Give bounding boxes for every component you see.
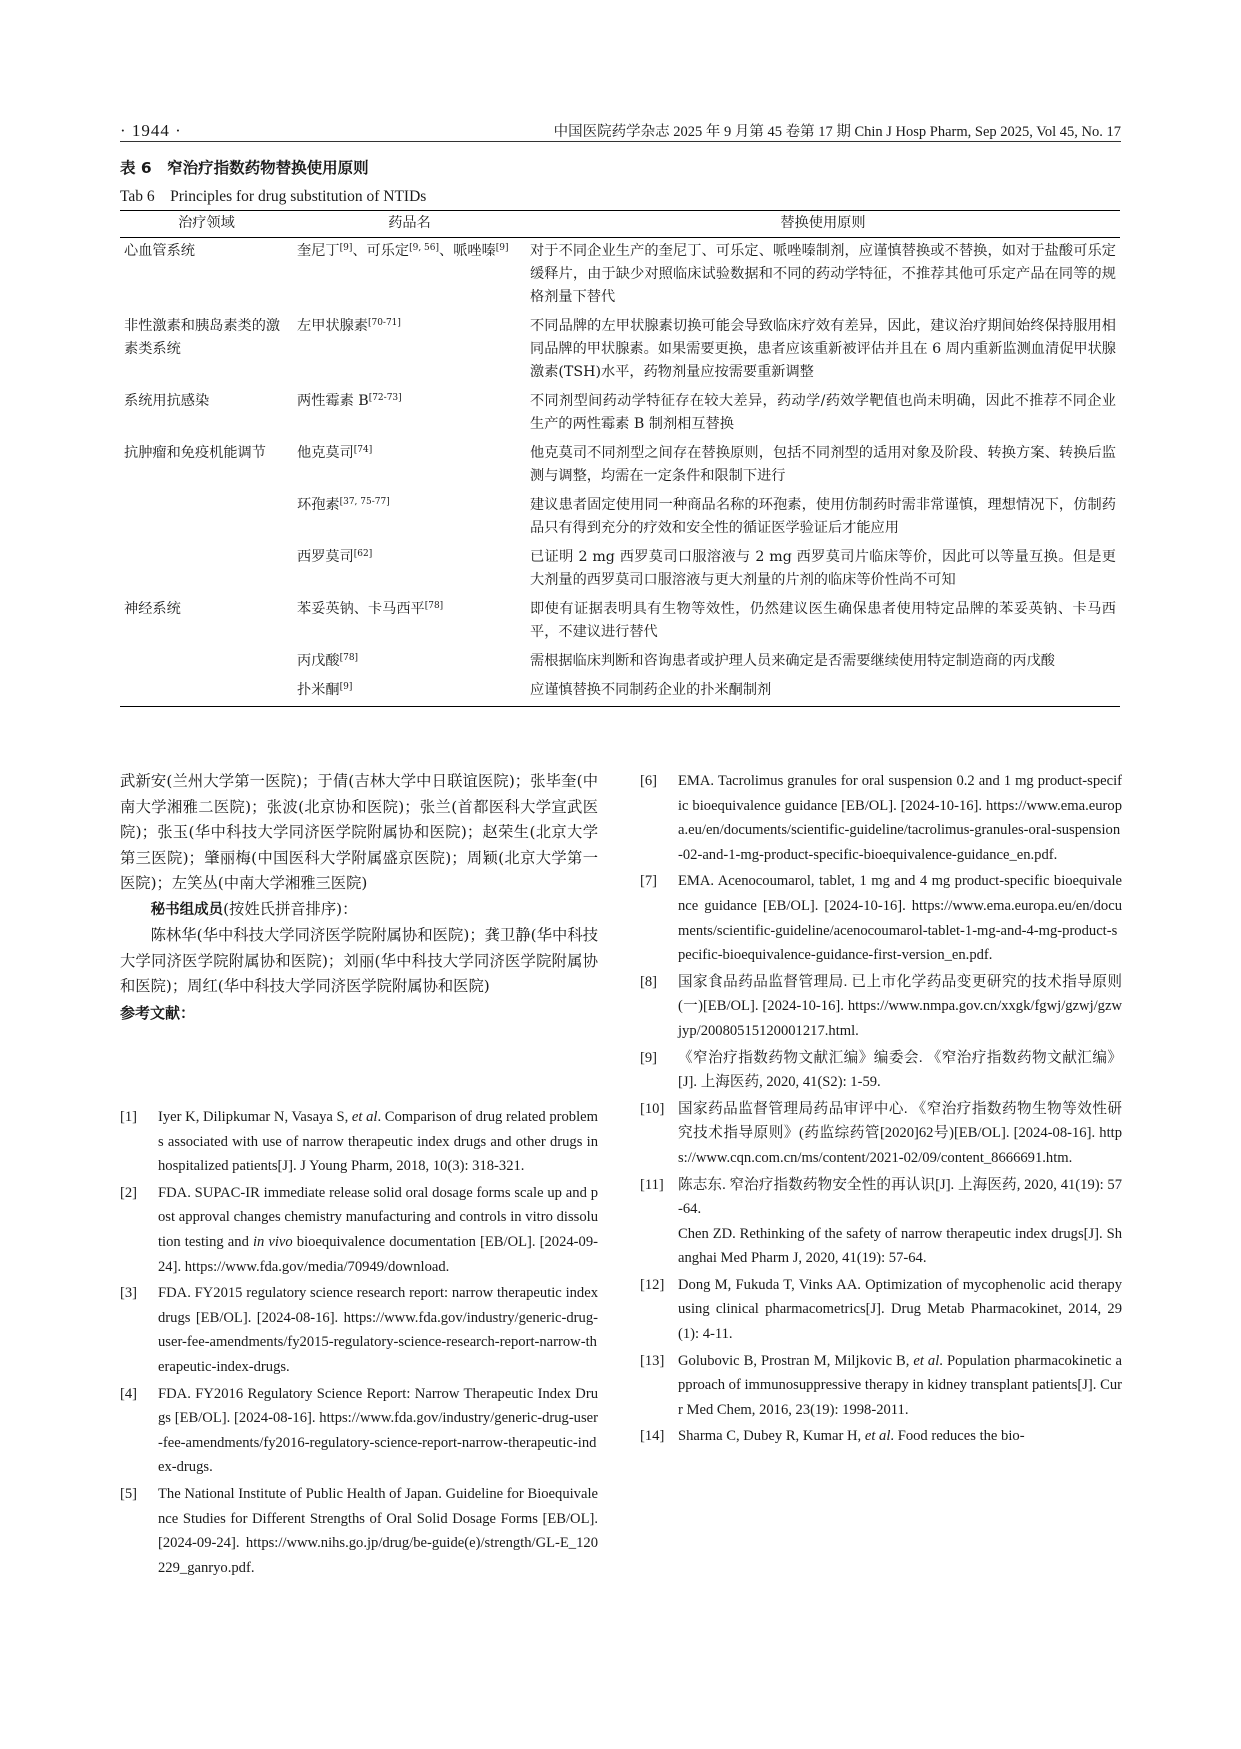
secretary-heading-line bbox=[120, 897, 598, 924]
drug-ref: [37, 75-77] bbox=[339, 497, 390, 507]
cell-area bbox=[120, 544, 293, 596]
drug-ref: [9, 56] bbox=[409, 243, 440, 253]
reference-number: [14] bbox=[640, 1428, 665, 1445]
committee-members-continued: 武新安(兰州大学第一医院)；于倩(吉林大学中日联谊医院)；张毕奎(中南大学湘雅二医院)；张波(北京协和医院)；张兰(首都医科大学宣武医院)；张玉(华中科技大学同济医学院附属协和医院)；赵荣生(北京大学第三医院)；肇丽梅(中国医科大学附属盛京医院)；周颖(北京大学第一医院)；左笑丛(中南大学湘雅三医院) bbox=[120, 772, 598, 892]
table-row bbox=[120, 544, 1120, 596]
reference-number: [2] bbox=[120, 1184, 138, 1201]
reference-item bbox=[640, 970, 1122, 1044]
reference-item bbox=[640, 1097, 1122, 1171]
table-row bbox=[120, 440, 1120, 492]
cell-rule: 不同品牌的左甲状腺素切换可能会导致临床疗效有差异，因此，建议治疗期间始终保持服用相同品牌的甲状腺素。如果需要更换，患者应该重新被评估并且在 6 周内重新监测血清促甲状腺激素(TSH)水平，药物剂量应按需要重新调整 bbox=[530, 318, 1116, 380]
reference-item bbox=[640, 1349, 1122, 1423]
references-right bbox=[640, 769, 1122, 1451]
reference-text: FDA. FY2015 regulatory science research report: narrow therapeutic index drugs [EB/OL]. [2024-08-16]. https://www.fda.gov/industry/generic-drug-user-fee-amendments/fy2015-regulatory-science-research-report-narrow-therapeutic-index-drugs. bbox=[158, 1285, 598, 1375]
reference-item bbox=[640, 869, 1122, 967]
reference-text: Iyer K, Dilipkumar N, Vasaya S, et al. Comparison of drug related problems associated with use of narrow therapeutic index drugs and other drugs in hospitalized patients[J]. J Young Pharm, 2018, 10(3): 318-321. bbox=[158, 1109, 598, 1175]
cell-drug bbox=[293, 440, 526, 492]
substitution-table bbox=[120, 210, 1120, 707]
drug-name: 两性霉素 B bbox=[297, 393, 369, 409]
cell-rule: 建议患者固定使用同一种商品名称的环孢素，使用仿制药时需非常谨慎，理想情况下，仿制药品只有得到充分的疗效和安全性的循证医学验证后才能应用 bbox=[530, 497, 1116, 536]
drug-name: 、可乐定 bbox=[352, 243, 410, 259]
drug-name: 环孢素 bbox=[297, 497, 340, 513]
reference-number: [4] bbox=[120, 1385, 138, 1402]
drug-name: 扑米酮 bbox=[297, 682, 340, 698]
reference-item bbox=[120, 1181, 598, 1279]
page-number: · 1944 · bbox=[120, 121, 182, 140]
reference-item bbox=[120, 1382, 598, 1480]
cell-drug bbox=[293, 544, 526, 596]
header-area: 治疗领域 bbox=[120, 211, 293, 238]
drug-ref: [72-73] bbox=[368, 393, 402, 403]
drug-name: 他克莫司 bbox=[297, 445, 354, 461]
reference-number: [10] bbox=[640, 1100, 665, 1117]
drug-ref: [9] bbox=[339, 243, 353, 253]
header-rule: 替换使用原则 bbox=[526, 211, 1120, 238]
drug-name: 、哌唑嗪 bbox=[439, 243, 496, 259]
cell-area: 非性激素和胰岛素类的激素类系统 bbox=[124, 318, 281, 357]
reference-item bbox=[640, 1273, 1122, 1347]
reference-item bbox=[640, 1173, 1122, 1271]
drug-ref: [74] bbox=[353, 445, 373, 455]
reference-text: Dong M, Fukuda T, Vinks AA. Optimization of mycophenolic acid therapy using clinical pharmacometrics[J]. Drug Metab Pharmacokinet, 2014, 29(1): 4-11. bbox=[678, 1276, 1122, 1343]
table-row bbox=[120, 313, 1120, 388]
secretary-heading: 秘书组成员 bbox=[150, 901, 224, 918]
reference-number: [13] bbox=[640, 1352, 665, 1369]
reference-number: [5] bbox=[120, 1485, 138, 1502]
reference-number: [11] bbox=[640, 1176, 664, 1193]
cell-rule: 即使有证据表明具有生物等效性，仍然建议医生确保患者使用特定品牌的苯妥英钠、卡马西平，不建议进行替代 bbox=[530, 601, 1116, 640]
reference-item bbox=[120, 1105, 598, 1179]
drug-ref: [70-71] bbox=[367, 318, 401, 328]
reference-text: Golubovic B, Prostran M, Miljkovic B, et al. Population pharmacokinetic approach of immunosuppressive therapy in kidney transplant patients[J]. Curr Med Chem, 2016, 23(19): 1998-2011. bbox=[678, 1352, 1122, 1418]
reference-text: The National Institute of Public Health of Japan. Guideline for Bioequivalence Studies for Different Strengths of Oral Solid Dosage Forms [EB/OL]. [2024-09-24]. https://www.nihs.go.jp/drug/be-guide(e)/strength/GL-E_120229_ganryo.pdf. bbox=[158, 1485, 598, 1576]
table-row bbox=[120, 677, 1120, 707]
drug-ref: [62] bbox=[353, 549, 373, 559]
drug-ref: [9] bbox=[339, 682, 353, 692]
cell-drug bbox=[293, 388, 526, 440]
header-drug: 药品名 bbox=[293, 211, 526, 238]
table-row bbox=[120, 238, 1120, 314]
reference-text: 国家药品监督管理局药品审评中心. 《窄治疗指数药物生物等效性研究技术指导原则》(药监综药管[2020]62号)[EB/OL]. [2024-08-16]. https://www.cqn.com.cn/ms/content/2021-02/09/content_8666691.htm. bbox=[678, 1100, 1122, 1166]
cell-area: 神经系统 bbox=[124, 601, 181, 617]
header-rule bbox=[120, 141, 1121, 142]
reference-text: Sharma C, Dubey R, Kumar H, et al. Food reduces the bio- bbox=[678, 1428, 1025, 1445]
reference-item bbox=[640, 1424, 1122, 1449]
drug-name: 左甲状腺素 bbox=[297, 318, 368, 334]
reference-text: 《窄治疗指数药物文献汇编》编委会. 《窄治疗指数药物文献汇编》[J]. 上海医药, 2020, 41(S2): 1-59. bbox=[678, 1049, 1122, 1091]
cell-rule: 对于不同企业生产的奎尼丁、可乐定、哌唑嗪制剂，应谨慎替换或不替换，如对于盐酸可乐定缓释片，由于缺少对照临床试验数据和不同的药动学特征，不推荐其他可乐定产品在同等的规格剂量下替代 bbox=[530, 243, 1116, 305]
cell-rule: 需根据临床判断和咨询患者或护理人员来确定是否需要继续使用特定制造商的丙戊酸 bbox=[530, 653, 1055, 669]
reference-translation: Chen ZD. Rethinking of the safety of narrow therapeutic index drugs[J]. Shanghai Med Pharm J, 2020, 41(19): 57-64. bbox=[678, 1225, 1122, 1267]
reference-text: FDA. SUPAC-IR immediate release solid oral dosage forms scale up and post approval changes chemistry manufacturing and controls in vitro dissolution testing and in vivo bioequivalence documentation [EB/OL]. [2024-09-24]. https://www.fda.gov/media/70949/download. bbox=[158, 1184, 598, 1275]
reference-item bbox=[640, 769, 1122, 867]
reference-number: [8] bbox=[640, 973, 658, 990]
reference-number: [6] bbox=[640, 773, 658, 789]
drug-ref: [78] bbox=[339, 653, 359, 663]
table-title-en: Tab 6 Principles for drug substitution of NTIDs bbox=[120, 188, 427, 205]
cell-rule: 应谨慎替换不同制药企业的扑米酮制剂 bbox=[526, 677, 1120, 707]
reference-text: EMA. Tacrolimus granules for oral suspension 0.2 and 1 mg product-specific bioequivalence guidance [EB/OL]. [2024-10-16]. https://www.ema.europa.eu/en/documents/scientific-guideline/tacrolimus-granules-oral-suspension-02-and-1-mg-product-specific-bioequivalence-guidance_en.pdf. bbox=[678, 773, 1122, 863]
table-row bbox=[120, 596, 1120, 648]
cell-rule: 他克莫司不同剂型之间存在替换原则，包括不同剂型的适用对象及阶段、转换方案、转换后监测与调整，均需在一定条件和限制下进行 bbox=[530, 445, 1116, 484]
cell-rule: 已证明 2 mg 西罗莫司口服溶液与 2 mg 西罗莫司片临床等价，因此可以等量互换。但是更大剂量的西罗莫司口服溶液与更大剂量的片剂的临床等价性尚不可知 bbox=[530, 549, 1116, 588]
table-row bbox=[120, 388, 1120, 440]
cell-area bbox=[120, 648, 293, 677]
cell-area: 抗肿瘤和免疫机能调节 bbox=[124, 445, 266, 461]
cell-area bbox=[120, 492, 293, 544]
cell-rule: 不同剂型间药动学特征存在较大差异，药动学/药效学靶值也尚未明确，因此不推荐不同企业生产的两性霉素 B 制剂相互替换 bbox=[530, 393, 1116, 432]
reference-text: FDA. FY2016 Regulatory Science Report: Narrow Therapeutic Index Drugs [EB/OL]. [2024-08-16]. https://www.fda.gov/industry/generic-drug-user-fee-amendments/fy2016-regulatory-science-report-narrow-therapeutic-index-drugs. bbox=[158, 1385, 598, 1476]
table-title-cn: 表 6 窄治疗指数药物替换使用原则 bbox=[120, 159, 369, 177]
reference-number: [12] bbox=[640, 1276, 665, 1293]
reference-text: 国家食品药品监督管理局. 已上市化学药品变更研究的技术指导原则(一)[EB/OL]. [2024-10-16]. https://www.nmpa.gov.cn/xxgk/fgwj/gzwj/gzwjyp/20080515120001217.html. bbox=[678, 973, 1122, 1039]
reference-number: [7] bbox=[640, 873, 658, 890]
drug-ref: [9] bbox=[495, 243, 509, 253]
table-row bbox=[120, 648, 1120, 677]
cell-drug bbox=[293, 648, 526, 677]
ntid-table bbox=[120, 210, 1120, 707]
reference-text: 陈志东. 窄治疗指数药物安全性的再认识[J]. 上海医药, 2020, 41(19): 57-64. Chen ZD. Rethinking of the safety of narrow therapeutic index drugs[J]. Shanghai Med Pharm J, 2020, 41(19): 57-64. bbox=[678, 1176, 1122, 1267]
cell-area: 心血管系统 bbox=[124, 243, 195, 259]
drug-name: 奎尼丁 bbox=[297, 243, 340, 259]
drug-name: 苯妥英钠、卡马西平 bbox=[297, 601, 425, 617]
cell-drug bbox=[293, 238, 526, 314]
reference-text: EMA. Acenocoumarol, tablet, 1 mg and 4 mg product-specific bioequivalence guidance [EB/OL]. [2024-10-16]. https://www.ema.europa.eu/en/documents/scientific-guideline/acenocoumarol-tablet-1-mg-and-4-mg-product-specific-bioequivalence-guidance-first-version_en.pdf. bbox=[678, 873, 1122, 964]
left-column-text bbox=[120, 769, 598, 1026]
reference-number: [3] bbox=[120, 1285, 138, 1302]
drug-name: 丙戊酸 bbox=[297, 653, 340, 669]
reference-item bbox=[640, 1046, 1122, 1095]
cell-area bbox=[120, 677, 293, 707]
reference-number: [9] bbox=[640, 1049, 658, 1066]
reference-item bbox=[120, 1281, 598, 1379]
table-row bbox=[120, 492, 1120, 544]
secretary-members: 陈林华(华中科技大学同济医学院附属协和医院)；龚卫静(华中科技大学同济医学院附属协和医院)；刘丽(华中科技大学同济医学院附属协和医院)；周红(华中科技大学同济医学院附属协和医院) bbox=[120, 926, 598, 995]
references-heading: 参考文献： bbox=[120, 1003, 196, 1022]
table-header-row bbox=[120, 211, 1120, 238]
cell-area: 系统用抗感染 bbox=[124, 393, 210, 409]
drug-ref: [78] bbox=[424, 601, 444, 611]
cell-drug bbox=[293, 313, 526, 388]
references-left bbox=[120, 1105, 598, 1582]
journal-header: 中国医院药学杂志 2025 年 9 月第 45 卷第 17 期 Chin J Hosp Pharm, Sep 2025, Vol 45, No. 17 bbox=[553, 124, 1121, 140]
cell-drug bbox=[293, 492, 526, 544]
cell-drug bbox=[293, 677, 526, 707]
reference-number: [1] bbox=[120, 1109, 138, 1125]
secretary-note: (按姓氏拼音排序)： bbox=[223, 899, 358, 918]
drug-name: 西罗莫司 bbox=[297, 549, 354, 565]
reference-item bbox=[120, 1482, 598, 1580]
cell-drug bbox=[293, 596, 526, 648]
